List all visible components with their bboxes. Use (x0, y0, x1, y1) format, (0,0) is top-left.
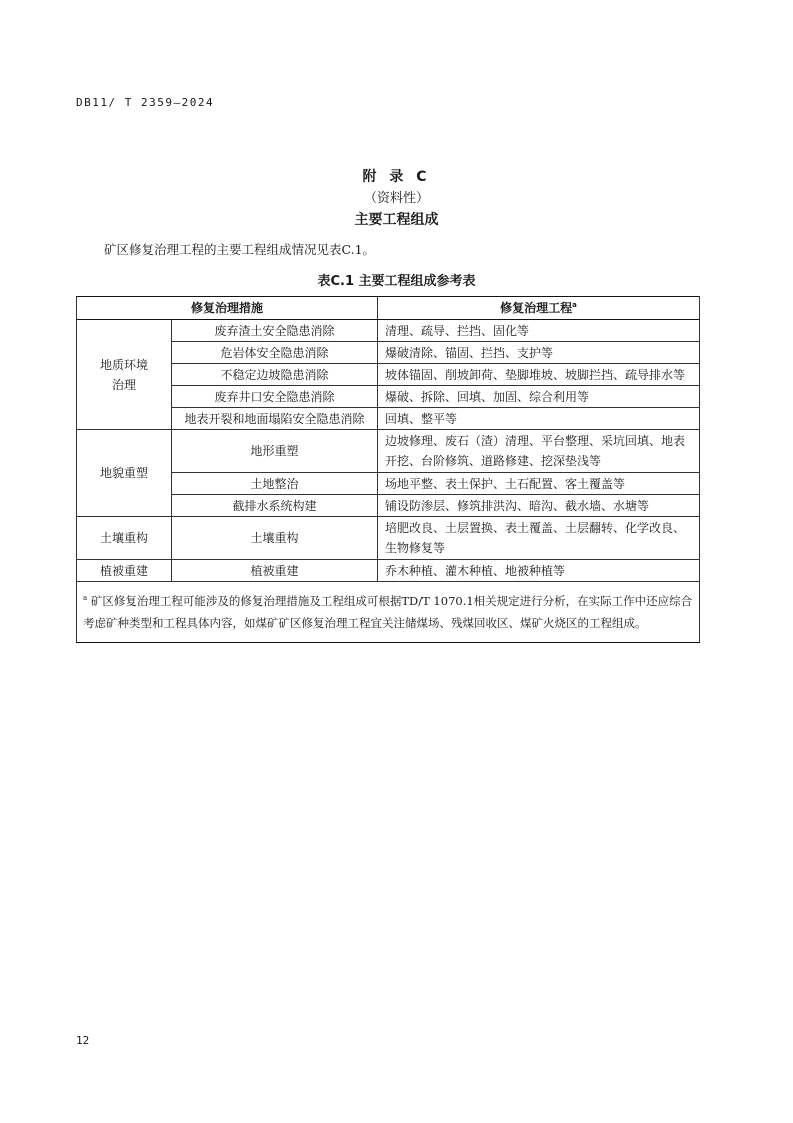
intro-paragraph: 矿区修复治理工程的主要工程组成情况见表C.1。 (104, 242, 376, 257)
measure-cell: 土地整治 (172, 473, 378, 495)
measure-cell: 截排水系统构建 (172, 495, 378, 517)
measure-cell: 废弃井口安全隐患消除 (172, 386, 378, 408)
measure-cell: 废弃渣土安全隐患消除 (172, 320, 378, 342)
works-cell: 场地平整、表土保护、土石配置、客土覆盖等 (378, 473, 700, 495)
works-cell: 回填、整平等 (378, 408, 700, 430)
appendix-name: 主要工程组成 (354, 212, 439, 228)
measure-cell: 土壤重构 (172, 517, 378, 560)
footnote-mark: a (83, 594, 88, 603)
document-code: DB11/ T 2359—2024 (76, 96, 215, 109)
category-cell: 植被重建 (77, 560, 172, 582)
works-cell: 爆破、拆除、回填、加固、综合利用等 (378, 386, 700, 408)
works-cell: 培肥改良、土层置换、表土覆盖、土层翻转、化学改良、生物修复等 (378, 517, 700, 560)
category-cell: 土壤重构 (77, 517, 172, 560)
measure-cell: 地形重塑 (172, 430, 378, 473)
footnote-mark: a (572, 301, 577, 309)
appendix-nature: （资料性） (363, 191, 429, 206)
page-number: 12 (76, 1034, 90, 1047)
footnote-text: 矿区修复治理工程可能涉及的修复治理措施及工程组成可根据TD/T 1070.1相关规定进行分析，在实际工作中还应综合考虑矿种类型和工程具体内容，如煤矿矿区修复治理工程宜关注储煤场、残煤回收区、煤矿火烧区的工程组成。 (83, 594, 693, 630)
category-cell: 地质环境治理 (77, 320, 172, 430)
table-row (77, 320, 700, 342)
appendix-title: 附 录 C (362, 169, 431, 185)
works-cell: 坡体锚固、削坡卸荷、垫脚堆坡、坡脚拦挡、疏导排水等 (378, 364, 700, 386)
table-row (77, 517, 700, 560)
header-works (378, 297, 700, 320)
measure-cell: 危岩体安全隐患消除 (172, 342, 378, 364)
measure-cell: 地表开裂和地面塌陷安全隐患消除 (172, 408, 378, 430)
table-footnote (77, 582, 700, 643)
table-header-row (77, 297, 700, 320)
engineering-composition-table (76, 296, 700, 643)
works-cell: 清理、疏导、拦挡、固化等 (378, 320, 700, 342)
table-row (77, 560, 700, 582)
measure-cell: 不稳定边坡隐患消除 (172, 364, 378, 386)
works-cell: 边坡修理、废石（渣）清理、平台整理、采坑回填、地表开挖、台阶修筑、道路修建、挖深垫浅等 (378, 430, 700, 473)
works-cell: 铺设防渗层、修筑排洪沟、暗沟、截水墙、水塘等 (378, 495, 700, 517)
measure-cell: 植被重建 (172, 560, 378, 582)
header-measures: 修复治理措施 (77, 297, 378, 320)
table-caption: 表C.1 主要工程组成参考表 (317, 274, 476, 289)
category-cell: 地貌重塑 (77, 430, 172, 517)
works-cell: 爆破清除、锚固、拦挡、支护等 (378, 342, 700, 364)
footnote-row (77, 582, 700, 643)
header-works-label: 修复治理工程 (500, 301, 573, 315)
works-cell: 乔木种植、灌木种植、地被种植等 (378, 560, 700, 582)
table-row (77, 430, 700, 473)
